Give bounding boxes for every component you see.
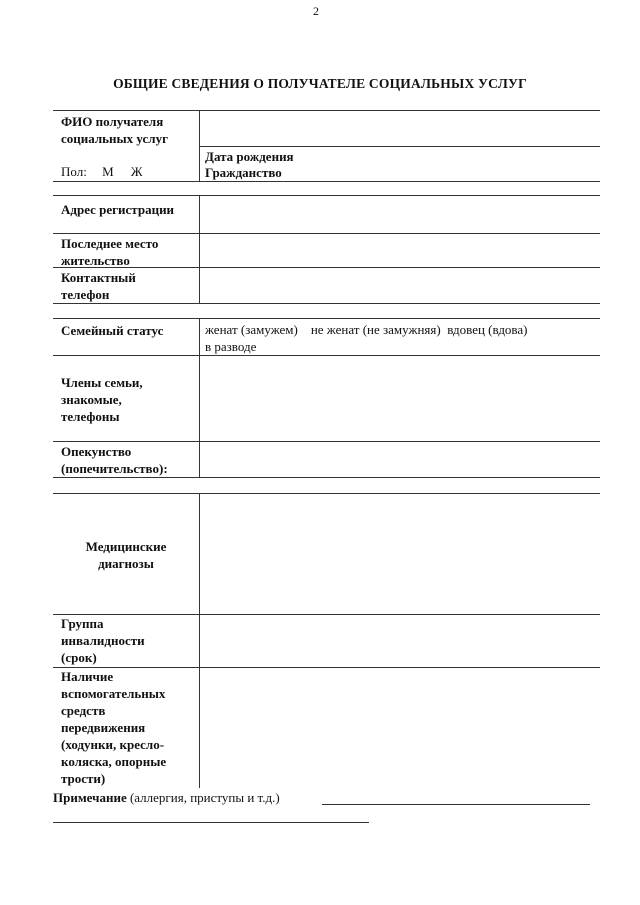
- aids-line: передвижения: [61, 720, 146, 735]
- phone-label-line: телефон: [61, 287, 110, 302]
- disability-line: (срок): [61, 650, 97, 665]
- aids-line: Наличие: [61, 669, 114, 684]
- family-members-line: телефоны: [61, 409, 120, 424]
- fio-label-line: социальных услуг: [61, 131, 168, 146]
- last-residence-line: Последнее место: [61, 236, 159, 251]
- page-number: 2: [313, 4, 319, 18]
- citizenship-label: Гражданство: [205, 165, 282, 180]
- family-members-line: знакомые,: [61, 392, 122, 407]
- disability-line: Группа: [61, 616, 104, 631]
- birth-date-label: Дата рождения: [205, 149, 294, 164]
- table-line: [199, 146, 600, 147]
- sex-option-m[interactable]: М: [102, 164, 114, 179]
- last-residence-label: [61, 235, 158, 269]
- phone-label: [61, 269, 136, 303]
- table-line: [53, 493, 600, 494]
- family-status-divorced[interactable]: в разводе: [205, 339, 257, 354]
- aids-line: средств: [61, 703, 106, 718]
- aids-line: трости): [61, 771, 106, 786]
- aids-line: коляска, опорные: [61, 754, 167, 769]
- note-hint: (аллергия, приступы и т.д.): [129, 790, 280, 805]
- reg-address-label: Адрес регистрации: [61, 202, 175, 217]
- family-status-label: Семейный статус: [61, 323, 164, 338]
- table-line: [53, 195, 600, 196]
- disability-label: [61, 615, 145, 666]
- table-line: [53, 477, 600, 478]
- medical-diagnoses-label: [53, 538, 199, 572]
- table-line: [53, 441, 600, 442]
- family-members-label: [61, 374, 143, 425]
- aids-line: (ходунки, кресло-: [61, 737, 165, 752]
- column-divider: [199, 318, 200, 477]
- table-line: [53, 110, 600, 111]
- note-input-line[interactable]: [322, 804, 590, 805]
- family-members-line: Члены семьи,: [61, 375, 143, 390]
- column-divider: [199, 110, 200, 181]
- table-line: [53, 355, 600, 356]
- fio-label-line: ФИО получателя: [61, 114, 164, 129]
- note-label: Примечание: [53, 790, 127, 805]
- medical-line: Медицинские: [85, 539, 167, 554]
- page-title: ОБЩИЕ СВЕДЕНИЯ О ПОЛУЧАТЕЛЕ СОЦИАЛЬНЫХ УСЛУГ: [113, 76, 527, 91]
- guardianship-line: Опекунство: [61, 444, 132, 459]
- phone-label-line: Контактный: [61, 270, 136, 285]
- guardianship-label: [61, 443, 168, 477]
- family-status-options[interactable]: женат (замужем) не женат (не замужняя) вдовец (вдова): [205, 322, 528, 337]
- table-line: [53, 181, 600, 182]
- table-line: [53, 303, 600, 304]
- mobility-aids-label: [61, 668, 166, 787]
- last-residence-line: жительство: [61, 253, 130, 268]
- table-line: [53, 318, 600, 319]
- sex-label: Пол:: [61, 164, 87, 179]
- sex-field: [61, 163, 143, 180]
- table-line: [53, 233, 600, 234]
- guardianship-line: (попечительство):: [61, 461, 168, 476]
- note-input-line-2[interactable]: [53, 822, 369, 823]
- column-divider: [199, 493, 200, 788]
- fio-label: [61, 113, 168, 147]
- aids-line: вспомогательных: [61, 686, 166, 701]
- note-field: [53, 789, 280, 806]
- sex-option-f[interactable]: Ж: [130, 164, 143, 179]
- disability-line: инвалидности: [61, 633, 145, 648]
- medical-line: диагнозы: [98, 556, 154, 571]
- column-divider: [199, 195, 200, 303]
